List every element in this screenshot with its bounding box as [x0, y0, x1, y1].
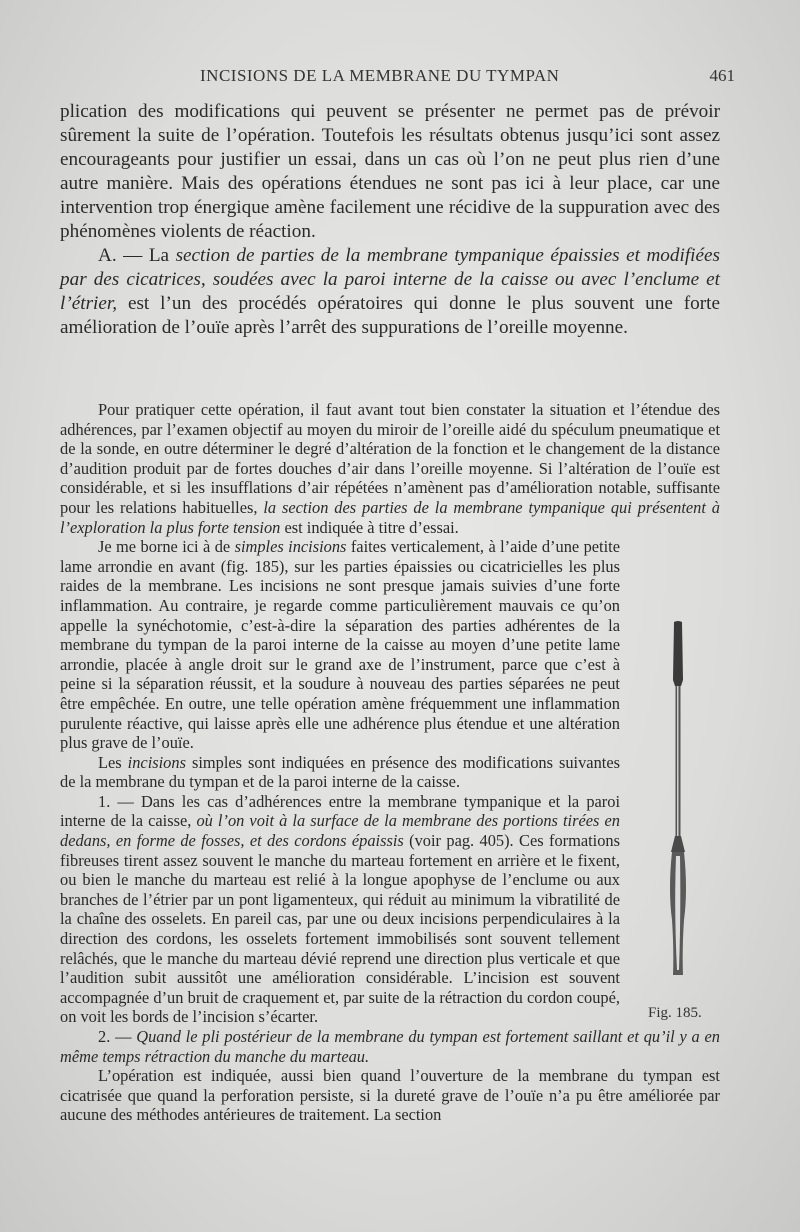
italic-text: la section des parties de la membrane tympanique qui présentent à l’exploration la plus forte tension [60, 497, 720, 537]
paragraph: Les incisions simples sont indiquées en présence des modifications suivantes de la membrane du tympan et de la paroi interne de la caisse. [60, 752, 620, 792]
paragraph: Je me borne ici à de simples incisions faites verticalement, à l’aide d’une petite lame arrondie en avant (fig. 185), sur les parties épaissies ou cicatricielles les plus raides de la membrane. Les incisions ne sont presque jamais suivies d’une forte inflammation. Au contraire, je regarde comme particulièrement mauvais ce qu’on appelle la synéchotomie, c’est-à-dire la séparation des parties adhérentes de la membrane du tympan de la paroi interne de la caisse au moyen d’une petite lame arrondie, placée à angle droit sur le grand axe de l’instrument, parce que c’est à peine si la séparation réussit, et la soudure à nouveau des parties séparées ne peut être empêchée. En outre, une telle opération amène fréquemment une inflammation purulente réactive, qui laisse après elle une adhérence plus étendue et une altération plus grave de l’ouïe. [60, 537, 620, 753]
italic-text: simples incisions [234, 537, 347, 557]
running-title: INCISIONS DE LA MEMBRANE DU TYMPAN [200, 66, 560, 85]
paragraph-section-a: A. — La section de parties de la membrane tympanique épaissies et modifiées par des cicatrices, soudées avec la paroi interne de la caisse ou avec l’enclume et l’étrier, est l’un des procédés opératoires qui donne le plus souvent une forte amélioration de l’ouïe après l’arrêt des suppurations de l’oreille moyenne. [60, 245, 720, 338]
blade-tip [673, 621, 683, 686]
italic-text: où l’on voit à la surface de la membrane des portions tirées en dedans, en forme de fosses, et des cordons épaissis [60, 811, 620, 851]
italic-text: incisions [127, 752, 186, 772]
paragraph: plication des modifications qui peuvent se présenter ne permet pas de prévoir sûrement la suite de l’opération. Toutefois les résultats obtenus jusqu’ici sont assez encourageants pour justifier un essai, dans un cas où l’on ne peut plus rien d’une autre manière. Mais des opérations étendues ne sont pas ici à leur place, car une intervention trop énergique amène facilement une récidive de la suppuration avec des phénomènes violents de réaction. [60, 101, 720, 242]
paragraph: 1. — Dans les cas d’adhérences entre la membrane tympanique et la paroi interne de la caisse, où l’on voit à la surface de la membrane des portions tirées en dedans, en forme de fosses, et des cordons épaissis (voir pag. 405). Ces formations fibreuses tirent assez souvent le manche du marteau fortement en arrière et le fixent, ou bien le manche du marteau est relié à la longue apophyse de l’enclume ou aux branches de l’étrier par un pont ligamenteux, qui réduit au minimum la vibratilité de la chaîne des osselets. En pareil cas, par une ou deux incisions perpendiculaires à la direction des cordons, les osselets fortement immobilisés sont souvent tellement relâchés, que le manche du marteau dévié reprend une direction plus verticale et que l’audition subit aussitôt une amélioration considérable. L’incision est souvent accompagnée d’un bruit de craquement et, par suite de la rétraction du cordon coupé, on voit les bords de l’incision s’écarter. [60, 791, 621, 1027]
shaft-highlight [677, 686, 679, 836]
figure-caption: Fig. 185. [648, 1005, 702, 1021]
paragraph: Pour pratiquer cette opération, il faut avant tout bien constater la situation et l’étendue des adhérences, par l’examen objectif au moyen du miroir de l’oreille aidé du spéculum pneumatique et de la sonde, en outre déterminer le degré d’altération de la fonction et le changement de la distance d’audition produit par de fortes douches d’air dans l’oreille moyenne. Si l’altération de l’ouïe est considérable, et si les insufflations d’air répétées n’amènent pas d’amélioration notable, suffisante pour les relations habituelles, la section des parties de la membrane tympanique qui présentent à l’exploration la plus forte tension est indiquée à titre d’essai. [60, 400, 720, 537]
main-text [60, 100, 720, 340]
italic-text: section de parties de la membrane tympanique épaissies et modifiées par des cicatrices, soudées avec la paroi interne de la caisse ou avec l’enclume et l’étrier, [60, 245, 720, 314]
paragraph: L’opération est indiquée, aussi bien quand l’ouverture de la membrane du tympan est cicatrisée que quand la perforation persiste, si la dureté grave de l’ouïe n’a pu être améliorée par aucune des méthodes antérieures de traitement. La section [60, 1066, 720, 1125]
paragraph: 2. — Quand le pli postérieur de la membrane du tympan est fortement saillant et qu’il y a en même temps rétraction du manche du marteau. [60, 1027, 720, 1066]
italic-text: Quand le pli postérieur de la membrane du tympan est fortement saillant et qu’il y a en même temps rétraction du manche du marteau. [60, 1027, 720, 1066]
collar [671, 836, 685, 852]
instrument-illustration [660, 620, 696, 980]
running-head [60, 66, 735, 88]
small-text [60, 400, 720, 1125]
page-number: 461 [709, 66, 735, 85]
